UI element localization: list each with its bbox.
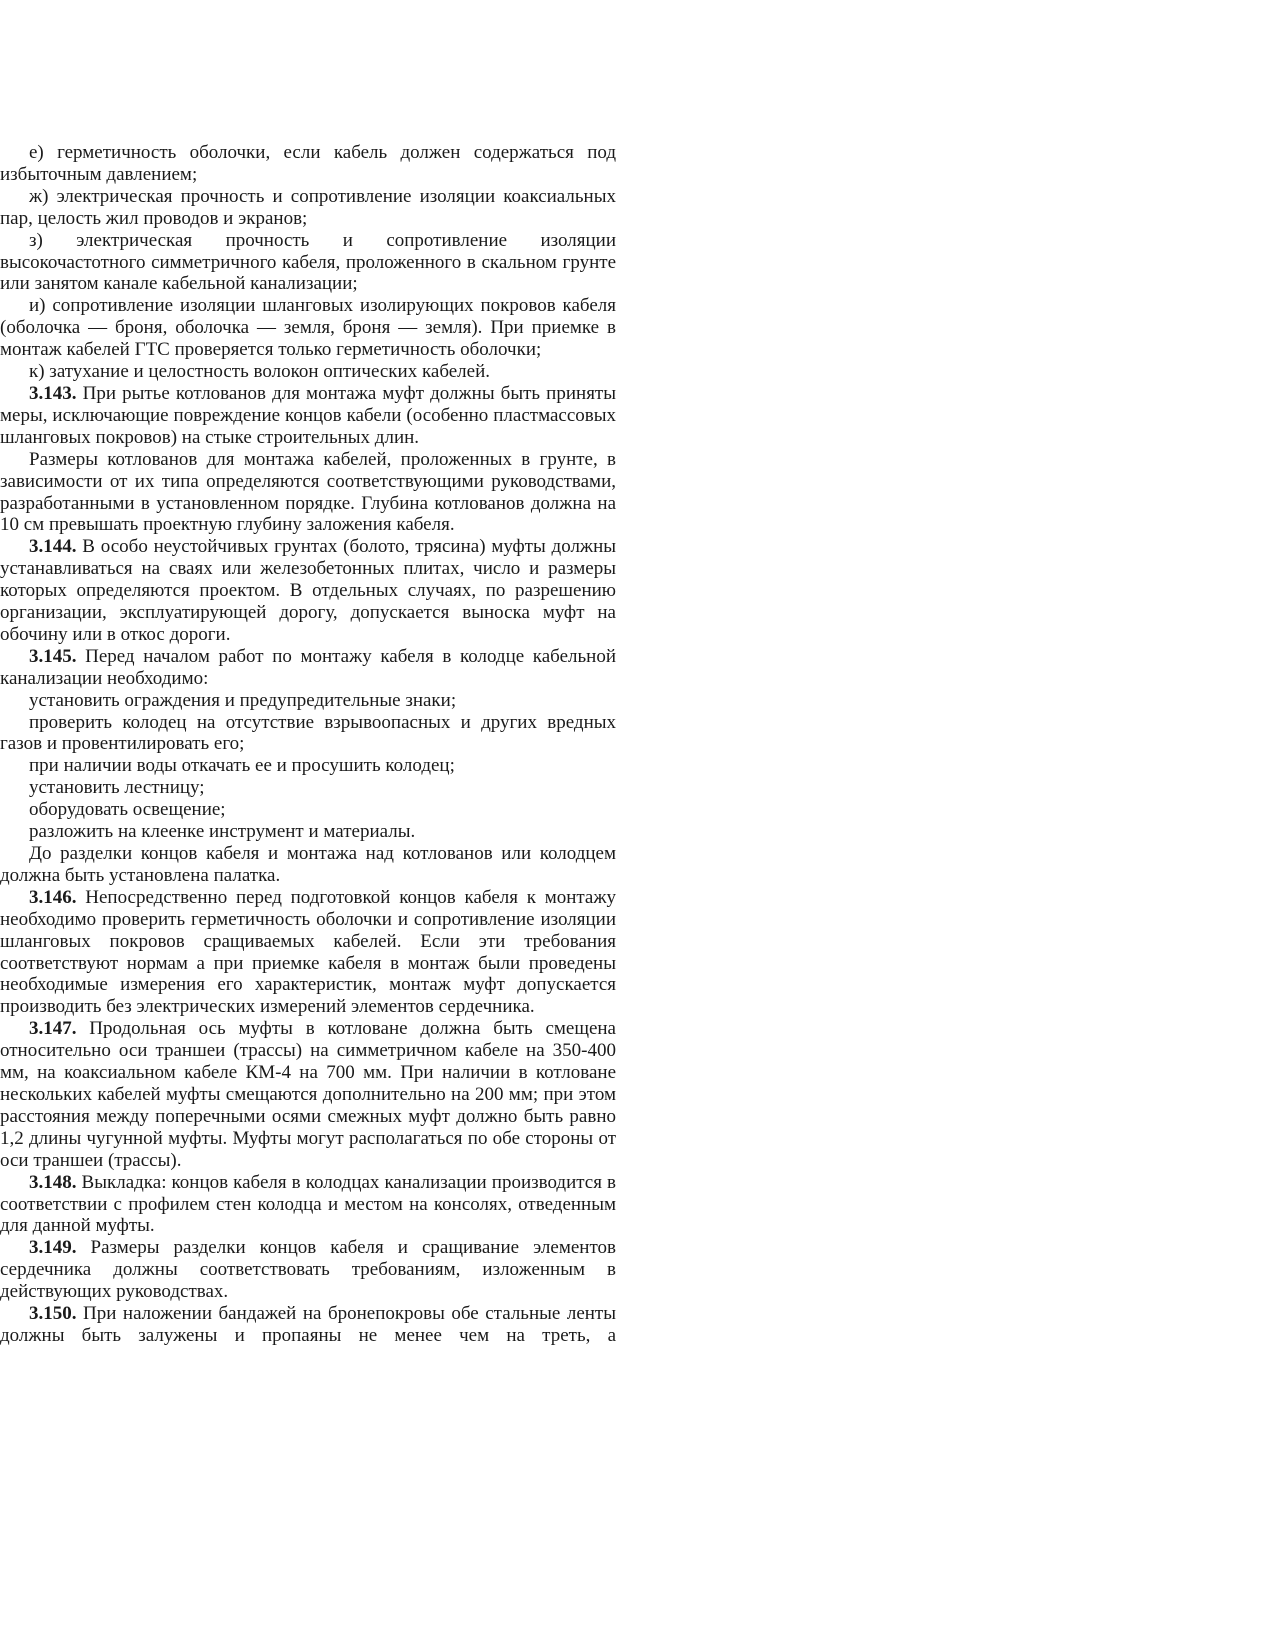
paragraph-text: При рытье котлованов для монтажа муфт должны быть приняты меры, исключающие повреждение концов кабели (особенно пластмассовых шланговых покровов) на стыке строительных длин. — [0, 382, 616, 448]
paragraph-number: 3.147. — [29, 1018, 77, 1040]
paragraph-item-k — [0, 361, 616, 383]
paragraph-number: 3.150. — [29, 1303, 77, 1325]
list-item — [0, 799, 616, 821]
paragraph-text: к) затухание и целостность волокон оптических кабелей. — [29, 361, 491, 383]
paragraph-3-146 — [0, 887, 616, 1018]
paragraph-item-e — [0, 142, 616, 186]
paragraph-text: проверить колодец на отсутствие взрывоопасных и других вредных газов и провентилировать его; — [0, 711, 616, 755]
paragraph-3-147 — [0, 1018, 616, 1171]
list-item — [0, 712, 616, 756]
paragraph-text: В особо неустойчивых грунтах (болото, трясина) муфты должны устанавливаться на сваях или железобетонных плитах, число и размеры которых определяются проектом. В отдельных случаях, по разрешению организации, эксплуатирующей дорогу, допускается выноска муфт на обочину или в откос дороги. — [0, 536, 616, 645]
paragraph-number: 3.148. — [29, 1171, 77, 1193]
paragraph-text: Размеры разделки концов кабеля и сращивание элементов сердечника должны соответствовать требованиям, изложенным в действующих руководствах. — [0, 1237, 616, 1303]
paragraph-number: 3.149. — [29, 1237, 77, 1259]
paragraph-text: Продольная ось муфты в котловане должна быть смещена относительно оси траншеи (трассы) на симметричном кабеле на 350-400 мм, на коаксиальном кабеле КМ-4 на 700 мм. При наличии в котловане нескольких кабелей муфты смещаются дополнительно на 200 мм; при этом расстояния между поперечными осями смежных муфт должно быть равно 1,2 длины чугунной муфты. Муфты могут располагаться по обе стороны от оси траншеи (трассы). — [0, 1018, 616, 1171]
paragraph-text: з) электрическая прочность и сопротивление изоляции высокочастотного симметричного кабеля, проложенного в скальном грунте или занятом канале кабельной канализации; — [0, 229, 616, 295]
paragraph-text: Выкладка: концов кабеля в колодцах канализации производится в соответствии с профилем стен колодца и местом на консолях, отведенным для данной муфты. — [0, 1171, 616, 1237]
paragraph-3-149 — [0, 1237, 616, 1303]
paragraph-text: Перед началом работ по монтажу кабеля в колодце кабельной канализации необходимо: — [0, 645, 616, 689]
paragraph-3-148 — [0, 1172, 616, 1238]
paragraph-tent — [0, 843, 616, 887]
paragraph-text: ж) электрическая прочность и сопротивление изоляции коаксиальных пар, целость жил проводов и экранов; — [0, 185, 616, 229]
paragraph-3-144 — [0, 536, 616, 646]
paragraph-number: 3.145. — [29, 645, 77, 667]
paragraph-item-i — [0, 295, 616, 361]
paragraph-3-143 — [0, 383, 616, 449]
paragraph-number: 3.146. — [29, 886, 77, 908]
list-item — [0, 821, 616, 843]
paragraph-text: Непосредственно перед подготовкой концов кабеля к монтажу необходимо проверить герметичность оболочки и сопротивление изоляции шланговых покровов сращиваемых кабелей. Если эти требования соответствуют нормам а при приемке кабеля в монтаж были проведены необходимые измерения его характеристик, монтаж муфт допускается производить без электрических измерений элементов сердечника. — [0, 886, 616, 1018]
paragraph-item-z — [0, 230, 616, 296]
paragraph-number: 3.143. — [29, 382, 77, 404]
paragraph-3-150 — [0, 1303, 616, 1347]
paragraph-item-zh — [0, 186, 616, 230]
paragraph-pit-sizes — [0, 449, 616, 537]
paragraph-text: При наложении бандажей на бронепокровы обе стальные ленты должны быть залужены и пропаяны не менее чем на треть, а — [0, 1303, 616, 1346]
paragraph-text: разложить на клеенке инструмент и материалы. — [29, 821, 416, 843]
paragraph-text: оборудовать освещение; — [29, 799, 226, 821]
paragraph-text: е) герметичность оболочки, если кабель должен содержаться под избыточным давлением; — [0, 142, 616, 185]
paragraph-text: установить ограждения и предупредительные знаки; — [29, 689, 457, 711]
list-item — [0, 690, 616, 712]
paragraph-text: Размеры котлованов для монтажа кабелей, проложенных в грунте, в зависимости от их типа определяются соответствующими руководствами, разработанными в установленном порядке. Глубина котлованов должна на 10 см превышать проектную глубину заложения кабеля. — [0, 448, 616, 536]
paragraph-number: 3.144. — [29, 536, 77, 558]
paragraph-text: установить лестницу; — [29, 777, 205, 799]
paragraph-text: при наличии воды откачать ее и просушить колодец; — [29, 755, 455, 777]
paragraph-3-145 — [0, 646, 616, 690]
document-page — [0, 142, 616, 1347]
paragraph-text: До разделки концов кабеля и монтажа над котлованов или колодцем должна быть установлена палатка. — [0, 843, 616, 886]
list-item — [0, 755, 616, 777]
paragraph-text: и) сопротивление изоляции шланговых изолирующих покровов кабеля (оболочка — броня, оболочка — земля, броня — земля). При приемке в монтаж кабелей ГТС проверяется только герметичность оболочки; — [0, 295, 616, 361]
list-item — [0, 777, 616, 799]
